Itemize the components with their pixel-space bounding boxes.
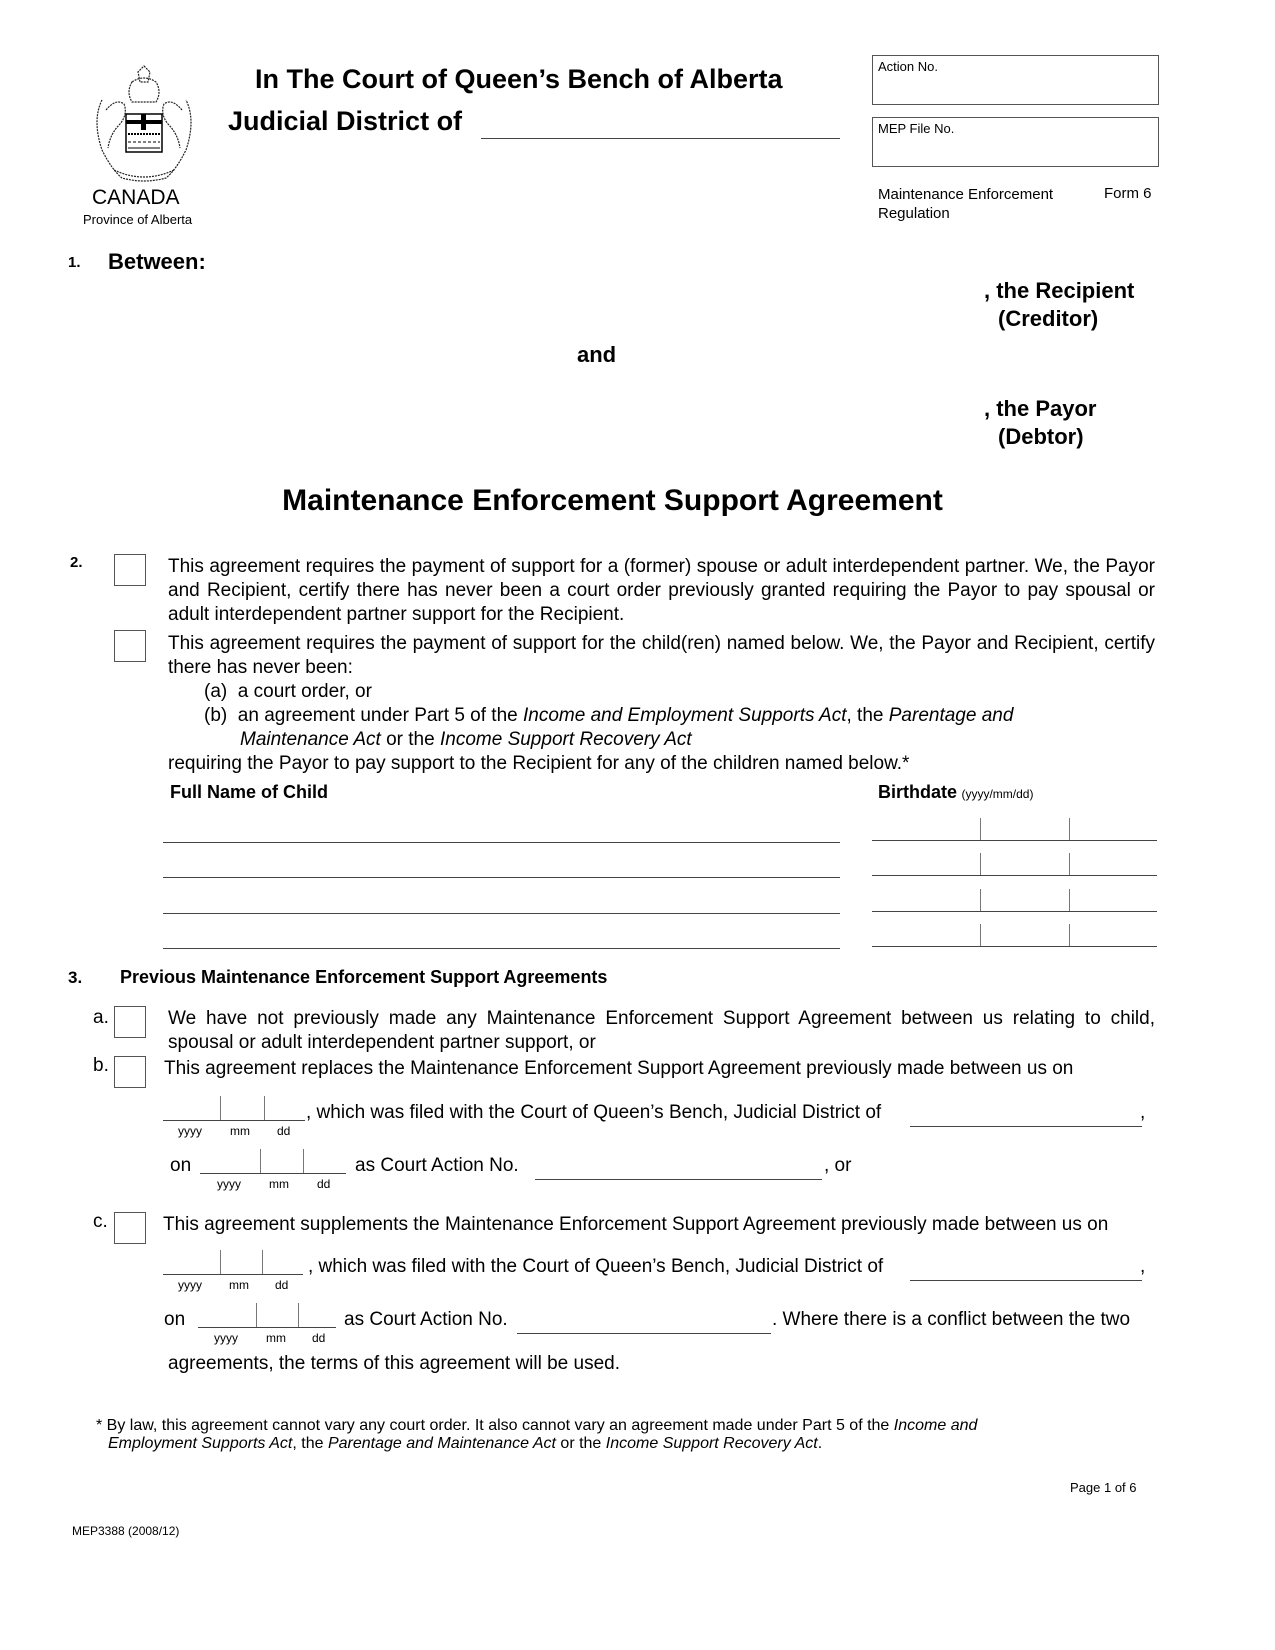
regulation-label: Maintenance Enforcement Regulation (878, 186, 1054, 222)
date-divider (303, 1149, 304, 1173)
date-divider (1069, 889, 1070, 911)
footnote (96, 1417, 1096, 1453)
filed-text-c: , which was filed with the Court of Queen’s Bench, Judicial District of (308, 1256, 884, 1277)
option-b-agreement-date[interactable] (163, 1096, 305, 1138)
recipient-text: , the Recipient (984, 278, 1135, 303)
date-divider (980, 853, 981, 875)
action-no-label: Action No. (878, 59, 938, 74)
country-label: CANADA (92, 186, 180, 209)
option-b-label: b. (93, 1055, 109, 1076)
col-full-name: Full Name of Child (170, 782, 329, 802)
act-reference: Income and Employment Supports Act (522, 705, 847, 726)
date-divider (298, 1303, 299, 1327)
section-2-number: 2. (70, 554, 83, 571)
footnote-text: , the (292, 1435, 328, 1452)
date-divider (220, 1250, 221, 1274)
option-c-filed-date[interactable] (198, 1303, 336, 1345)
creditor-text: (Creditor) (998, 306, 1099, 331)
comma: , (1140, 1102, 1146, 1123)
child-name-field[interactable] (163, 818, 840, 843)
option-b-text: This agreement replaces the Maintenance Enforcement Support Agreement previously made between us on (164, 1058, 1074, 1079)
comma: , (1140, 1256, 1146, 1277)
birthdate-format: (yyyy/mm/dd) (961, 787, 1034, 801)
conflict-text: . Where there is a conflict between the two (772, 1309, 1131, 1330)
action-no-box[interactable] (872, 55, 1159, 105)
date-label-dd: dd (277, 1124, 291, 1138)
date-divider (262, 1250, 263, 1274)
form-number: Form 6 (1104, 185, 1152, 202)
section-3-heading: Previous Maintenance Enforcement Support Agreements (120, 967, 608, 987)
date-label-mm: mm (230, 1124, 250, 1138)
section-3-number: 3. (68, 968, 83, 987)
on-label-b: on (170, 1155, 192, 1176)
date-label-yyyy: yyyy (178, 1124, 202, 1138)
date-label-yyyy: yyyy (217, 1177, 241, 1191)
option-c-court-action-field[interactable] (517, 1309, 771, 1334)
act-reference: Income Support Recovery Act (605, 1435, 818, 1452)
judicial-district-field[interactable] (481, 112, 840, 139)
item-b-continued (240, 728, 692, 752)
item-b-label: (b) (204, 705, 228, 726)
item-a-label: (a) (204, 681, 228, 702)
date-label-dd: dd (312, 1331, 326, 1345)
date-divider (980, 818, 981, 840)
spousal-support-text: This agreement requires the payment of support for a (former) spouse or adult interdependent partner. We, the Payor and Recipient, certify there has never been a court order previously granted requiring the Payor to pay spousal or adult interdependent partner support for the Recipient. (168, 556, 1155, 625)
court-action-label-c: as Court Action No. (344, 1309, 508, 1330)
child-birthdate-field[interactable] (872, 853, 1157, 876)
date-label-yyyy: yyyy (214, 1331, 238, 1345)
child-birthdate-field[interactable] (872, 889, 1157, 912)
mep-file-no-label: MEP File No. (878, 121, 955, 136)
footnote-text: * By law, this agreement cannot vary any court order. It also cannot vary an agreement made under Part 5 of the (96, 1417, 894, 1434)
option-c-checkbox[interactable] (114, 1212, 146, 1244)
child-name-field[interactable] (163, 853, 840, 878)
date-divider (1069, 853, 1070, 875)
option-a-text: We have not previously made any Maintenance Enforcement Support Agreement between us relating to child, spousal or adult interdependent partner support, or (168, 1008, 1155, 1053)
date-label-dd: dd (317, 1177, 331, 1191)
item-b-text: or the (380, 729, 440, 750)
option-a-checkbox[interactable] (114, 1006, 146, 1038)
section-1-number: 1. (68, 254, 81, 271)
on-label-c: on (164, 1309, 186, 1330)
date-divider (260, 1149, 261, 1173)
option-a-label: a. (93, 1007, 109, 1028)
child-name-field[interactable] (163, 924, 840, 949)
date-divider (256, 1303, 257, 1327)
act-reference: Maintenance Act (240, 729, 381, 750)
footnote-text: or the (555, 1435, 606, 1452)
document-title: Maintenance Enforcement Support Agreement (282, 484, 943, 517)
date-divider (264, 1096, 265, 1120)
act-reference: Income and (893, 1417, 978, 1434)
payor-text: , the Payor (984, 396, 1097, 421)
act-reference: Parentage and (888, 705, 1014, 726)
judicial-district-label: Judicial District of (228, 106, 463, 136)
item-a (204, 680, 372, 704)
date-divider (1069, 818, 1070, 840)
option-c-district-field[interactable] (910, 1256, 1142, 1281)
date-label-mm: mm (269, 1177, 289, 1191)
court-title: In The Court of Queen’s Bench of Alberta (255, 64, 783, 94)
act-reference: Income Support Recovery Act (439, 729, 692, 750)
birthdate-label: Birthdate (878, 782, 958, 802)
child-birthdate-field[interactable] (872, 924, 1157, 947)
option-b-checkbox[interactable] (114, 1056, 146, 1088)
option-c-agreement-date[interactable] (163, 1250, 303, 1292)
col-birthdate (878, 782, 1033, 803)
and-label: and (577, 342, 617, 367)
act-reference: Parentage and Maintenance Act (327, 1435, 556, 1452)
child-name-field[interactable] (163, 889, 840, 914)
recipient-label (984, 277, 1134, 333)
option-b-district-field[interactable] (910, 1102, 1142, 1127)
alberta-crest-icon (84, 60, 204, 185)
item-a-text: a court order, or (237, 681, 372, 702)
date-divider (220, 1096, 221, 1120)
between-label: Between: (108, 249, 206, 274)
item-b-text: an agreement under Part 5 of the (237, 705, 523, 726)
form-code: MEP3388 (2008/12) (72, 1524, 180, 1538)
option-c-label: c. (93, 1211, 108, 1232)
date-divider (980, 924, 981, 946)
item-b-text: , the (846, 705, 889, 726)
requiring-text: requiring the Payor to pay support to the Recipient for any of the children named below.* (168, 753, 910, 774)
date-label-yyyy: yyyy (178, 1278, 202, 1292)
item-b (204, 704, 1104, 728)
footnote-text: . (817, 1435, 823, 1452)
province-label: Province of Alberta (83, 212, 193, 227)
court-action-label-b: as Court Action No. (355, 1155, 519, 1176)
mep-file-no-box[interactable] (872, 117, 1159, 167)
conflict-text-continued: agreements, the terms of this agreement will be used. (168, 1353, 621, 1374)
child-support-checkbox[interactable] (114, 630, 146, 662)
child-support-text: This agreement requires the payment of support for the child(ren) named below. We, the Payor and Recipient, certify there has never been: (168, 633, 1155, 678)
page-number: Page 1 of 6 (1070, 1480, 1137, 1495)
filed-text-b: , which was filed with the Court of Queen’s Bench, Judicial District of (306, 1102, 882, 1123)
date-label-dd: dd (275, 1278, 289, 1292)
child-birthdate-field[interactable] (872, 818, 1157, 841)
option-c-text: This agreement supplements the Maintenance Enforcement Support Agreement previously made between us on (163, 1214, 1109, 1235)
debtor-text: (Debtor) (998, 424, 1084, 449)
or-text: , or (824, 1155, 852, 1176)
option-b-court-action-field[interactable] (535, 1155, 822, 1180)
date-divider (980, 889, 981, 911)
date-label-mm: mm (266, 1331, 286, 1345)
date-divider (1069, 924, 1070, 946)
option-b-filed-date[interactable] (200, 1149, 346, 1191)
act-reference: Employment Supports Act (108, 1435, 293, 1452)
payor-label (984, 395, 1096, 451)
date-label-mm: mm (229, 1278, 249, 1292)
spousal-support-checkbox[interactable] (114, 554, 146, 586)
